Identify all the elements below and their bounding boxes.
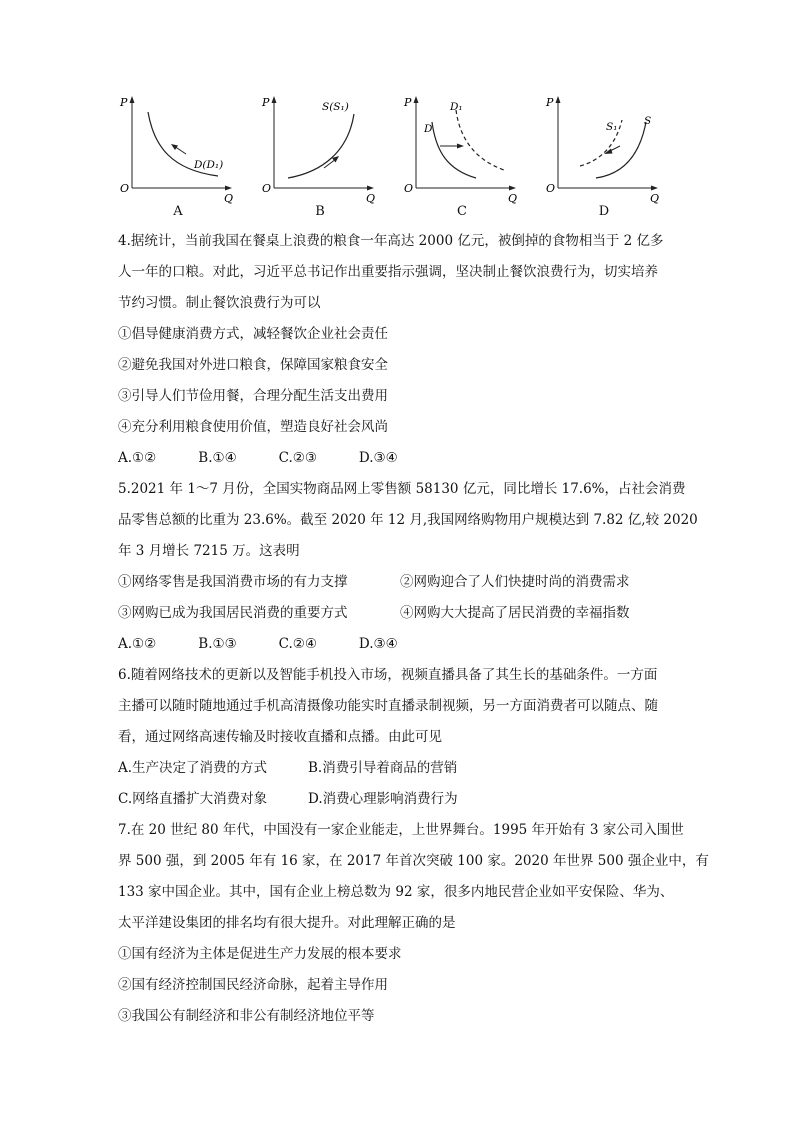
x-axis-arrow <box>651 186 658 191</box>
q4-stem-line: 4.据统计，当前我国在餐桌上浪费的粮食一年高达 2000 亿元，被倒掉的食物相当于 2 亿多 <box>118 233 664 249</box>
q6-options-row-2 <box>118 784 680 815</box>
q4-option-d[interactable]: D.③④ <box>358 450 398 466</box>
y-axis-label: P <box>262 96 270 109</box>
q5-option-c[interactable]: C.②④ <box>278 636 317 652</box>
x-axis-label: Q <box>224 192 234 204</box>
y-axis-arrow <box>414 96 419 103</box>
q4-item-2: ②避免我国对外进口粮食，保障国家粮食安全 <box>118 357 388 373</box>
q4-options <box>118 443 680 474</box>
q5-option-b[interactable]: B.①③ <box>198 636 237 652</box>
q6-option-a[interactable]: A.生产决定了消费的方式 <box>118 760 268 776</box>
supply-curve-s <box>596 122 646 178</box>
demand-curve-d1 <box>456 110 504 170</box>
graph-c-plot <box>394 92 524 204</box>
origin-label: O <box>120 182 130 195</box>
origin-label: O <box>404 182 414 195</box>
curve-label: S(S₁) <box>322 101 349 113</box>
y-axis-arrow <box>130 96 135 103</box>
q6-option-d[interactable]: D.消费心理影响消费行为 <box>308 791 458 807</box>
question-content <box>118 226 709 1032</box>
q7-stem-line: 133 家中国企业。其中，国有企业上榜总数为 92 家，很多内地民营企业如平安保险、华为、 <box>118 884 674 900</box>
q6-stem-line: 看，通过网络高速传输及时接收直播和点播。由此可见 <box>118 729 442 745</box>
q7-item-3: ③我国公有制经济和非公有制经济地位平等 <box>118 1008 375 1024</box>
origin-label: O <box>262 182 272 195</box>
y-axis-label: P <box>404 96 412 109</box>
q4-option-a[interactable]: A.①② <box>118 450 157 466</box>
curve-label-s1: S₁ <box>606 121 618 133</box>
q4-option-b[interactable]: B.①④ <box>198 450 237 466</box>
x-axis-label: Q <box>366 192 376 204</box>
x-axis-arrow <box>509 186 516 191</box>
q5-options <box>118 629 680 660</box>
q4-item-4: ④充分利用粮食使用价值，塑造良好社会风尚 <box>118 419 388 435</box>
curve-label: D(D₁) <box>194 159 224 171</box>
q4-item-1: ①倡导健康消费方式，减轻餐饮企业社会责任 <box>118 326 388 342</box>
y-axis-arrow <box>556 96 561 103</box>
movement-arrowhead <box>171 144 178 150</box>
q5-stem-line: 品零售总额的比重为 23.6%。截至 2020 年 12 月,我国网络购物用户规模达到 7.82 亿,较 2020 <box>118 512 698 528</box>
graph-c-label: C <box>457 204 467 219</box>
graph-a <box>110 92 240 222</box>
q6-option-c[interactable]: C.网络直播扩大消费对象 <box>118 791 268 807</box>
q5-items-row-1 <box>118 567 680 598</box>
curve-label-d: D <box>424 123 433 135</box>
q7-item-2: ②国有经济控制国民经济命脉，起着主导作用 <box>118 977 388 993</box>
y-axis-arrow <box>272 96 277 103</box>
graph-b-plot <box>252 92 382 204</box>
shift-arrowhead <box>457 144 464 149</box>
origin-label: O <box>546 182 556 195</box>
demand-curve-d <box>432 122 476 178</box>
graph-d-label: D <box>598 204 610 219</box>
graph-c <box>394 92 524 222</box>
q4-option-c[interactable]: C.②③ <box>278 450 317 466</box>
q5-item-4: ④网购大大提高了居民消费的幸福指数 <box>400 605 630 621</box>
q5-option-a[interactable]: A.①② <box>118 636 157 652</box>
graph-b-label: B <box>315 204 325 219</box>
q5-item-2: ②网购迎合了人们快捷时尚的消费需求 <box>400 574 630 590</box>
graph-d <box>536 92 666 222</box>
graph-b <box>252 92 382 222</box>
q7-stem-line: 界 500 强，到 2005 年有 16 家，在 2017 年首次突破 100 家。2020 年世界 500 强企业中，有 <box>118 853 709 869</box>
q6-stem-line: 主播可以随时随地通过手机高清摄像功能实时直播录制视频，另一方面消费者可以随点、随 <box>118 698 658 714</box>
supply-curve <box>288 114 354 178</box>
q5-stem-line: 年 3 月增长 7215 万。这表明 <box>118 543 300 559</box>
q4-stem-line: 节约习惯。制止餐饮浪费行为可以 <box>118 295 321 311</box>
q4-item-3: ③引导人们节俭用餐，合理分配生活支出费用 <box>118 388 388 404</box>
curve-label-s: S <box>644 115 652 127</box>
q4-stem-line: 人一年的口粮。对此，习近平总书记作出重要指示强调，坚决制止餐饮浪费行为，切实培养 <box>118 264 658 280</box>
graph-a-label: A <box>173 204 183 219</box>
x-axis-label: Q <box>650 192 660 204</box>
q7-item-1: ①国有经济为主体是促进生产力发展的根本要求 <box>118 946 402 962</box>
q5-stem-line: 5.2021 年 1～7 月份，全国实物商品网上零售额 58130 亿元，同比增长 17.6%，占社会消费 <box>118 481 686 497</box>
q5-items-row-2 <box>118 598 680 629</box>
x-axis-label: Q <box>508 192 518 204</box>
y-axis-label: P <box>546 96 554 109</box>
x-axis-arrow <box>367 186 374 191</box>
q5-option-d[interactable]: D.③④ <box>358 636 398 652</box>
q5-item-3: ③网购已成为我国居民消费的重要方式 <box>118 605 348 621</box>
curve-label-d1: D₁ <box>450 101 463 113</box>
graph-d-plot <box>536 92 666 204</box>
q5-item-1: ①网络零售是我国消费市场的有力支撑 <box>118 574 348 590</box>
q6-option-b[interactable]: B.消费引导着商品的营销 <box>308 760 458 776</box>
graph-a-plot <box>110 92 240 204</box>
q6-options-row-1 <box>118 753 680 784</box>
q7-stem-line: 太平洋建设集团的排名均有很大提升。对此理解正确的是 <box>118 915 456 931</box>
graph-row <box>110 92 690 222</box>
q6-stem-line: 6.随着网络技术的更新以及智能手机投入市场，视频直播具备了其生长的基础条件。一方面 <box>118 667 658 683</box>
x-axis-arrow <box>225 186 232 191</box>
y-axis-label: P <box>120 96 128 109</box>
q7-stem-line: 7.在 20 世纪 80 年代，中国没有一家企业能走，上世界舞台。1995 年开始有 3 家公司入围世 <box>118 822 684 838</box>
